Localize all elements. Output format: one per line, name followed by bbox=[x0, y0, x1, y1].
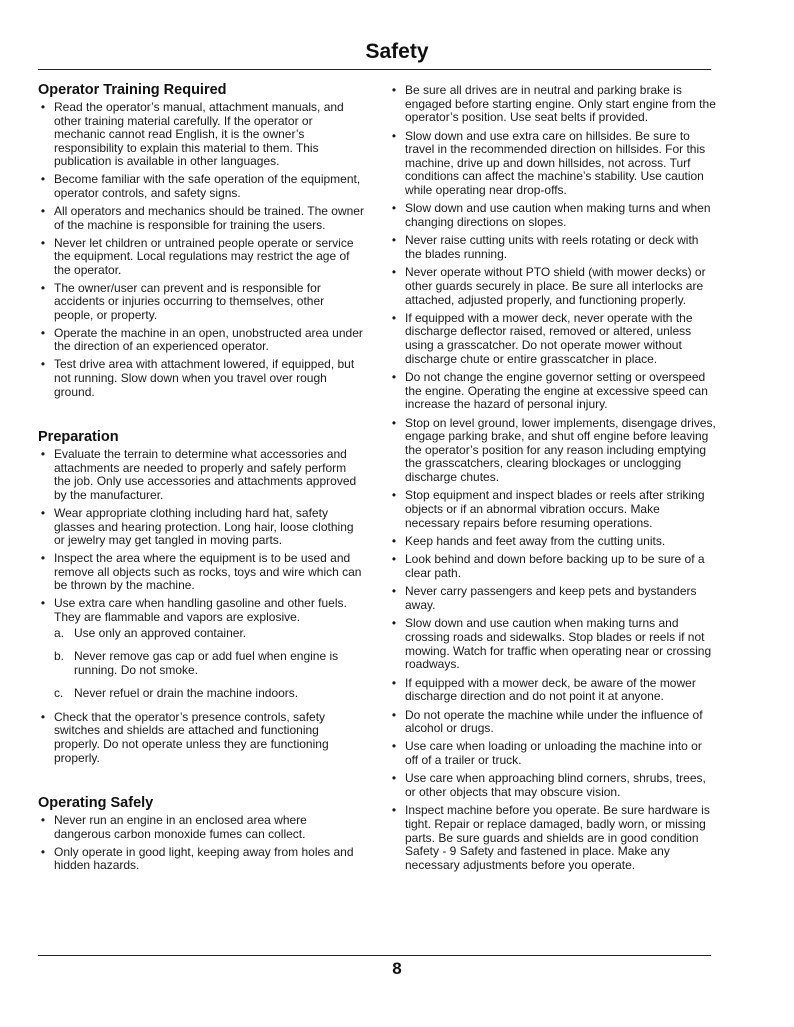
bullet-icon: • bbox=[391, 739, 397, 754]
bullet-icon: • bbox=[40, 709, 46, 724]
bullet-icon: • bbox=[40, 596, 46, 611]
bullet-icon: • bbox=[40, 505, 46, 520]
bullet-icon: • bbox=[391, 128, 397, 143]
left-column bbox=[38, 82, 364, 877]
section-heading: Preparation bbox=[38, 429, 119, 446]
list-item: • Become familiar with the safe operation of the equipment, operator controls, and safety signs. bbox=[38, 173, 364, 200]
list-item: • Inspect machine before you operate. Be sure hardware is tight. Repair or replace damaged, badly worn, or missing parts. Be sure guards and shields are in good condition Safety - 9 Safety and fastened in place. Make any necessary adjustments before you operate. bbox=[389, 804, 716, 872]
bullet-icon: • bbox=[40, 100, 46, 114]
list-item: • Operate the machine in an open, unobstructed area under the direction of an experienced operator. bbox=[38, 327, 364, 354]
list-item: • Test drive area with attachment lowered, if equipped, but not running. Slow down when you travel over rough ground. bbox=[38, 358, 364, 399]
bullet-icon: • bbox=[391, 370, 397, 385]
list-item: • Only operate in good light, keeping away from holes and hidden hazards. bbox=[38, 846, 364, 873]
bullet-icon: • bbox=[40, 325, 46, 340]
bullet-icon: • bbox=[40, 551, 46, 566]
list-item: • Slow down and use caution when making turns and when changing directions on slopes. bbox=[389, 202, 716, 229]
bullet-icon: • bbox=[391, 83, 397, 97]
list-item: • Check that the operator’s presence controls, safety switches and shields are attached and functioning properly. Do not operate unless they are functioning properly. bbox=[38, 711, 364, 765]
list-item: • Look behind and down before backing up to be sure of a clear path. bbox=[389, 553, 716, 580]
right-column bbox=[389, 84, 716, 877]
list-item: • Wear appropriate clothing including hard hat, safety glasses and hearing protection. Long hair, loose clothing or jewelry may get tangled in moving parts. bbox=[38, 507, 364, 548]
list-item: • If equipped with a mower deck, be aware of the mower discharge direction and do not point it at anyone. bbox=[389, 677, 716, 704]
bullet-icon: • bbox=[391, 415, 397, 430]
section-heading: Operating Safely bbox=[38, 795, 154, 812]
bullet-icon: • bbox=[391, 584, 397, 599]
list-item: • Do not operate the machine while under the influence of alcohol or drugs. bbox=[389, 709, 716, 736]
list-item: • Use care when loading or unloading the machine into or off of a trailer or truck. bbox=[389, 740, 716, 767]
list-item: • Do not change the engine governor setting or overspeed the engine. Operating the engine at excessive speed can increase the hazard of personal injury. bbox=[389, 371, 716, 412]
header-rule bbox=[38, 69, 711, 70]
bullet-icon: • bbox=[391, 675, 397, 690]
bullet-icon: • bbox=[40, 844, 46, 859]
list-item: • Be sure all drives are in neutral and parking brake is engaged before starting engine. Only start engine from the operator’s position. Use seat belts if provided. bbox=[389, 84, 716, 125]
list-item: • Use care when approaching blind corners, shrubs, trees, or other objects that may obscure vision. bbox=[389, 772, 716, 799]
bullet-icon: • bbox=[40, 813, 46, 828]
section-preparation bbox=[38, 429, 364, 765]
bullet-icon: • bbox=[391, 201, 397, 216]
bullet-icon: • bbox=[391, 803, 397, 818]
bullet-icon: • bbox=[40, 172, 46, 187]
bullet-list bbox=[38, 101, 364, 399]
sub-list-item: c. Never refuel or drain the machine indoors. bbox=[54, 686, 299, 701]
list-item: • Never raise cutting units with reels rotating or deck with the blades running. bbox=[389, 234, 716, 261]
list-item: • Inspect the area where the equipment is to be used and remove all objects such as rocks, toys and wire which can be thrown by the machine. bbox=[38, 552, 364, 593]
list-item: • Stop on level ground, lower implements, disengage drives, engage parking brake, and shut off engine before leaving the operator’s position for any reason including emptying the grasscatchers, clearing blockages or unclogging discharge chutes. bbox=[389, 417, 716, 485]
list-item: • If equipped with a mower deck, never operate with the discharge deflector raised, removed or altered, unless using a grasscatcher. Do not operate mower without discharge chute or entire grasscatcher in place. bbox=[389, 312, 716, 366]
list-item: • Never let children or untrained people operate or service the equipment. Local regulations may restrict the age of the operator. bbox=[38, 237, 364, 278]
list-item: • Slow down and use caution when making turns and crossing roads and sidewalks. Stop blades or reels if not mowing. Watch for traffic when operating near or crossing roadways. bbox=[389, 617, 716, 671]
bullet-icon: • bbox=[391, 233, 397, 248]
sub-list-item: a. Use only an approved container. bbox=[54, 625, 247, 640]
bullet-icon: • bbox=[391, 771, 397, 786]
bullet-icon: • bbox=[40, 235, 46, 250]
bullet-icon: • bbox=[391, 488, 397, 503]
bullet-list bbox=[389, 84, 716, 872]
page-number: 8 bbox=[392, 959, 402, 978]
list-item: • Use extra care when handling gasoline and other fuels. They are flammable and vapors are explosive. a. Use only an approved container. b. Never remove gas cap or add fuel when engine is running. Do not smoke. c. Never refuel or drain the machine indoors. bbox=[38, 597, 364, 701]
list-item: • Stop equipment and inspect blades or reels after striking objects or if an abnormal vibration occurs. Make necessary repairs before resuming operations. bbox=[389, 489, 716, 530]
list-item: • The owner/user can prevent and is responsible for accidents or injuries occurring to themselves, other people, or property. bbox=[38, 282, 364, 323]
bullet-list bbox=[38, 814, 364, 873]
section-operator-training bbox=[38, 82, 364, 399]
page-title: Safety bbox=[365, 40, 429, 63]
list-item: • All operators and mechanics should be trained. The owner of the machine is responsible for training the users. bbox=[38, 205, 364, 232]
footer-rule bbox=[38, 955, 711, 956]
list-item: • Never operate without PTO shield (with mower decks) or other guards securely in place. Be sure all interlocks are attached, adjusted properly, and functioning properly. bbox=[389, 266, 716, 307]
sub-list bbox=[54, 627, 364, 701]
list-item: • Slow down and use extra care on hillsides. Be sure to travel in the recommended direction on hillsides. For this machine, drive up and down hillsides, not across. Turf conditions can affect the machine’s stability. Use caution while operating near drop-offs. bbox=[389, 130, 716, 198]
bullet-icon: • bbox=[391, 533, 397, 548]
list-item: • Evaluate the terrain to determine what accessories and attachments are needed to properly and safely perform the job. Only use accessories and attachments approved by the manufacturer. bbox=[38, 448, 364, 502]
section-operating-safely bbox=[38, 795, 364, 873]
sub-list-item: b. Never remove gas cap or add fuel when engine is running. Do not smoke. bbox=[54, 649, 339, 677]
bullet-icon: • bbox=[391, 707, 397, 722]
list-item: • Read the operator’s manual, attachment manuals, and other training material carefully. If the operator or mechanic cannot read English, it is the owner’s responsibility to explain this material to them. This publication is available in other languages. bbox=[38, 101, 364, 169]
bullet-icon: • bbox=[40, 357, 46, 372]
bullet-icon: • bbox=[40, 203, 46, 218]
bullet-icon: • bbox=[391, 552, 397, 567]
list-item: • Keep hands and feet away from the cutting units. bbox=[389, 535, 716, 549]
list-item: • Never run an engine in an enclosed area where dangerous carbon monoxide fumes can collect. bbox=[38, 814, 364, 841]
bullet-icon: • bbox=[391, 616, 397, 631]
bullet-list bbox=[38, 448, 364, 765]
section-heading: Operator Training Required bbox=[38, 82, 227, 98]
list-item: • Never carry passengers and keep pets and bystanders away. bbox=[389, 585, 716, 612]
bullet-icon: • bbox=[40, 447, 46, 462]
bullet-icon: • bbox=[391, 265, 397, 280]
bullet-icon: • bbox=[391, 310, 397, 325]
bullet-icon: • bbox=[40, 280, 46, 295]
